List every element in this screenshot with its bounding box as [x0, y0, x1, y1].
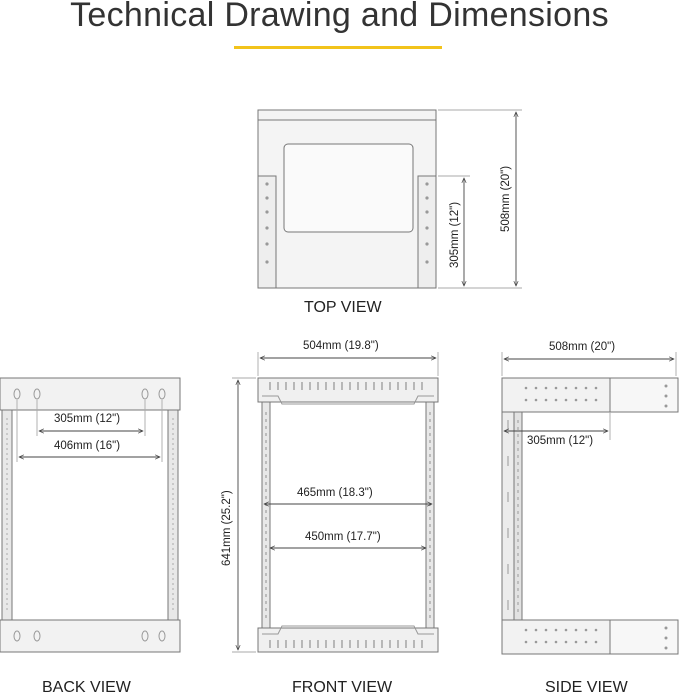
- front-view-dim-b-label: 450mm (17.7"): [305, 531, 381, 543]
- back-view-caption: BACK VIEW: [42, 679, 131, 696]
- front-view-dim-a-label: 465mm (18.3"): [297, 487, 373, 499]
- side-view-inner-label: 305mm (12"): [527, 435, 594, 447]
- page-title: Technical Drawing and Dimensions: [70, 0, 609, 34]
- front-view-width-label: 504mm (19.8"): [303, 340, 379, 352]
- top-view-depth-label: 508mm (20"): [500, 165, 512, 232]
- back-view-dim-a-label: 305mm (12"): [54, 413, 121, 425]
- side-view-drawing: [502, 378, 678, 654]
- front-view-caption: FRONT VIEW: [292, 679, 393, 696]
- back-view-dim-b-label: 406mm (16"): [54, 440, 121, 452]
- top-view-inner-label: 305mm (12"): [449, 201, 461, 268]
- side-view-caption: SIDE VIEW: [545, 679, 628, 696]
- front-view-height-label: 641mm (25.2"): [221, 490, 233, 566]
- top-view-drawing: [258, 110, 436, 288]
- side-view-depth-label: 508mm (20"): [549, 341, 616, 353]
- top-view-caption: TOP VIEW: [304, 299, 382, 316]
- front-view-drawing: [258, 378, 438, 652]
